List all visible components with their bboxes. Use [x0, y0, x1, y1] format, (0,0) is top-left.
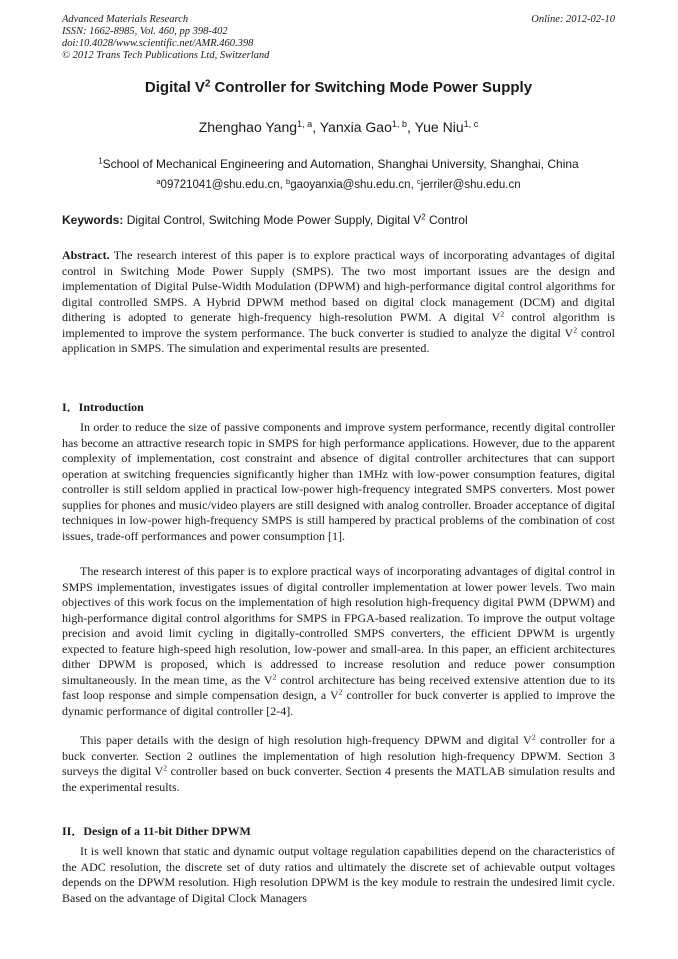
author-separator: ,: [407, 119, 415, 135]
title-text-rest: Controller for Switching Mode Power Supply: [210, 79, 533, 96]
section-number: I．: [62, 400, 79, 414]
abstract-superscript: 2: [500, 309, 505, 319]
abstract-superscript: 2: [573, 325, 578, 335]
section-heading-dpwm: [62, 822, 615, 839]
paragraph-text: controller for buck converter is applied to improve the dynamic performance of digital controller [2-4].: [62, 688, 616, 718]
paper-title: [62, 79, 615, 96]
email-mark: a: [156, 176, 161, 186]
email-address: 09721041@shu.edu.cn: [160, 179, 280, 191]
issn-line: ISSN: 1662-8985, Vol. 460, pp 398-402: [62, 26, 228, 37]
journal-header: [62, 14, 615, 62]
journal-name: Advanced Materials Research: [62, 14, 189, 25]
affiliation: [62, 157, 615, 171]
abstract-text: control application in SMPS. The simulation and experimental results are presented.: [62, 325, 615, 356]
section-title: Design of a 11-bit Dither DPWM: [83, 824, 251, 838]
author-affil-mark: 1, c: [463, 119, 479, 129]
copyright-line: © 2012 Trans Tech Publications Ltd, Switzerland: [62, 50, 270, 61]
affiliation-mark: 1: [98, 156, 103, 166]
paragraph-text: controller based on buck converter. Section 4 presents the MATLAB simulation results and the experimental results.: [62, 764, 615, 794]
keywords-label: Keywords:: [62, 213, 124, 227]
email-list: [62, 176, 615, 191]
keywords: [62, 213, 615, 227]
dpwm-paragraph-1: It is well known that static and dynamic output voltage regulation capabilities depend on the characteristics of the ADC resolution, the discrete set of duty ratios and ultimately the discrete set of achievable output voltages depends on the DPWM resolution. High resolution DPWM is the key module to restrain the undesired limit cycle. Based on the advantage of Digital Clock Managers: [62, 844, 615, 905]
intro-paragraph-3: [62, 733, 615, 795]
keywords-text: Digital Control, Switching Mode Power Supply, Digital V: [123, 213, 422, 227]
section-title: Introduction: [78, 400, 144, 414]
author-list: [62, 119, 615, 135]
title-text: Digital V: [144, 79, 205, 96]
title-superscript: 2: [204, 78, 211, 90]
email-address: jerriler@shu.edu.cn: [420, 179, 521, 191]
intro-paragraph-1: In order to reduce the size of passive components and improve system performance, recently digital controller has become an attractive research topic in SMPS for high performance applications. However, due to the apparent complexity of implementation, cost constraint and absence of digital controller architectures that can support operation at switching frequencies significantly higher than 1MHz with low-power consumption features, digital controller is still seldom applied in practical low-power high-frequency integrated SMPS converters. Most power supplies for phones and music/video players are still designed with analog controller. Broader acceptance of digital techniques in low-power high-frequency SMPS is still hampered by practical problems of the combination of cost issues, trade-off performances and power consumption [1].: [62, 420, 615, 543]
email-mark: b: [286, 176, 291, 186]
paragraph-text: control architecture has being received extensive attention due to its fast loop response and simple compensation design, a V: [62, 672, 615, 703]
abstract-text: The research interest of this paper is to explore practical ways of incorporating advantages of digital control in Switching Mode Power Supply (SMPS). The two most important issues are the design and implementation of Digital Pulse-Width Modulation (DPWM) and high-performance digital control algorithms for digital controlled SMPS. A Hybrid DPWM method based on digital clock management (DCM) and digital dithering is adopted to generate high-frequency high-resolution PWM. A digital V: [62, 248, 615, 325]
paragraph-text: This paper details with the design of high resolution high-frequency DPWM and digital V: [80, 733, 532, 747]
paragraph-text: controller for a buck converter. Section 2 outlines the implementation of high resolution high-frequency DPWM. Section 3 surveys the digital V: [62, 733, 615, 779]
author-name: Yanxia Gao: [319, 119, 392, 135]
author-name: Zhenghao Yang: [198, 119, 298, 135]
affiliation-text: School of Mechanical Engineering and Automation, Shanghai University, Shanghai, China: [102, 157, 579, 171]
email-separator: ,: [410, 179, 417, 191]
intro-paragraph-2: [62, 564, 615, 719]
section-number: II．: [62, 824, 84, 838]
email-address: gaoyanxia@shu.edu.cn: [290, 179, 411, 191]
email-separator: ,: [279, 179, 287, 191]
paragraph-superscript: 2: [272, 672, 277, 682]
email-mark: c: [416, 176, 421, 186]
abstract-text: control algorithm is implemented to improve the system performance. The buck converter is studied to analyze the digital V: [62, 310, 616, 340]
doi-line: doi:10.4028/www.scientific.net/AMR.460.398: [62, 38, 254, 49]
section-heading-introduction: [62, 398, 615, 415]
paragraph-superscript: 2: [338, 688, 343, 698]
author-name: Yue Niu: [414, 119, 464, 135]
author-separator: ,: [312, 119, 320, 135]
abstract: [62, 248, 615, 357]
keywords-superscript: 2: [421, 212, 426, 222]
author-affil-mark: 1, b: [391, 119, 408, 129]
keywords-tail: Control: [425, 213, 468, 227]
paragraph-superscript: 2: [531, 732, 536, 742]
abstract-label: Abstract.: [62, 248, 110, 262]
paragraph-text: The research interest of this paper is to explore practical ways of incorporating advantages of digital control in SMPS implementation, investigates issues of digital controller implementation at lower power levels. Two main objectives of this work focus on the implementation of high resolution high-frequency digital PWM (DPWM) and high-performance digital control algorithms for SMPS in FPGA-based realization. To improve the output voltage precision and avoid limit cycling in digitally-controlled SMPS converters, the efficient DPWM is urgently expected to feature high-speed high resolution, low-power and small-area. In this paper, an efficient architectures dither DPWM is proposed, which is addressed to increase resolution and reduce power consumption simultaneously. In the mean time, as the V: [62, 564, 615, 687]
paragraph-superscript: 2: [163, 763, 168, 773]
online-date: Online: 2012-02-10: [531, 14, 615, 25]
author-affil-mark: 1, a: [297, 119, 313, 129]
